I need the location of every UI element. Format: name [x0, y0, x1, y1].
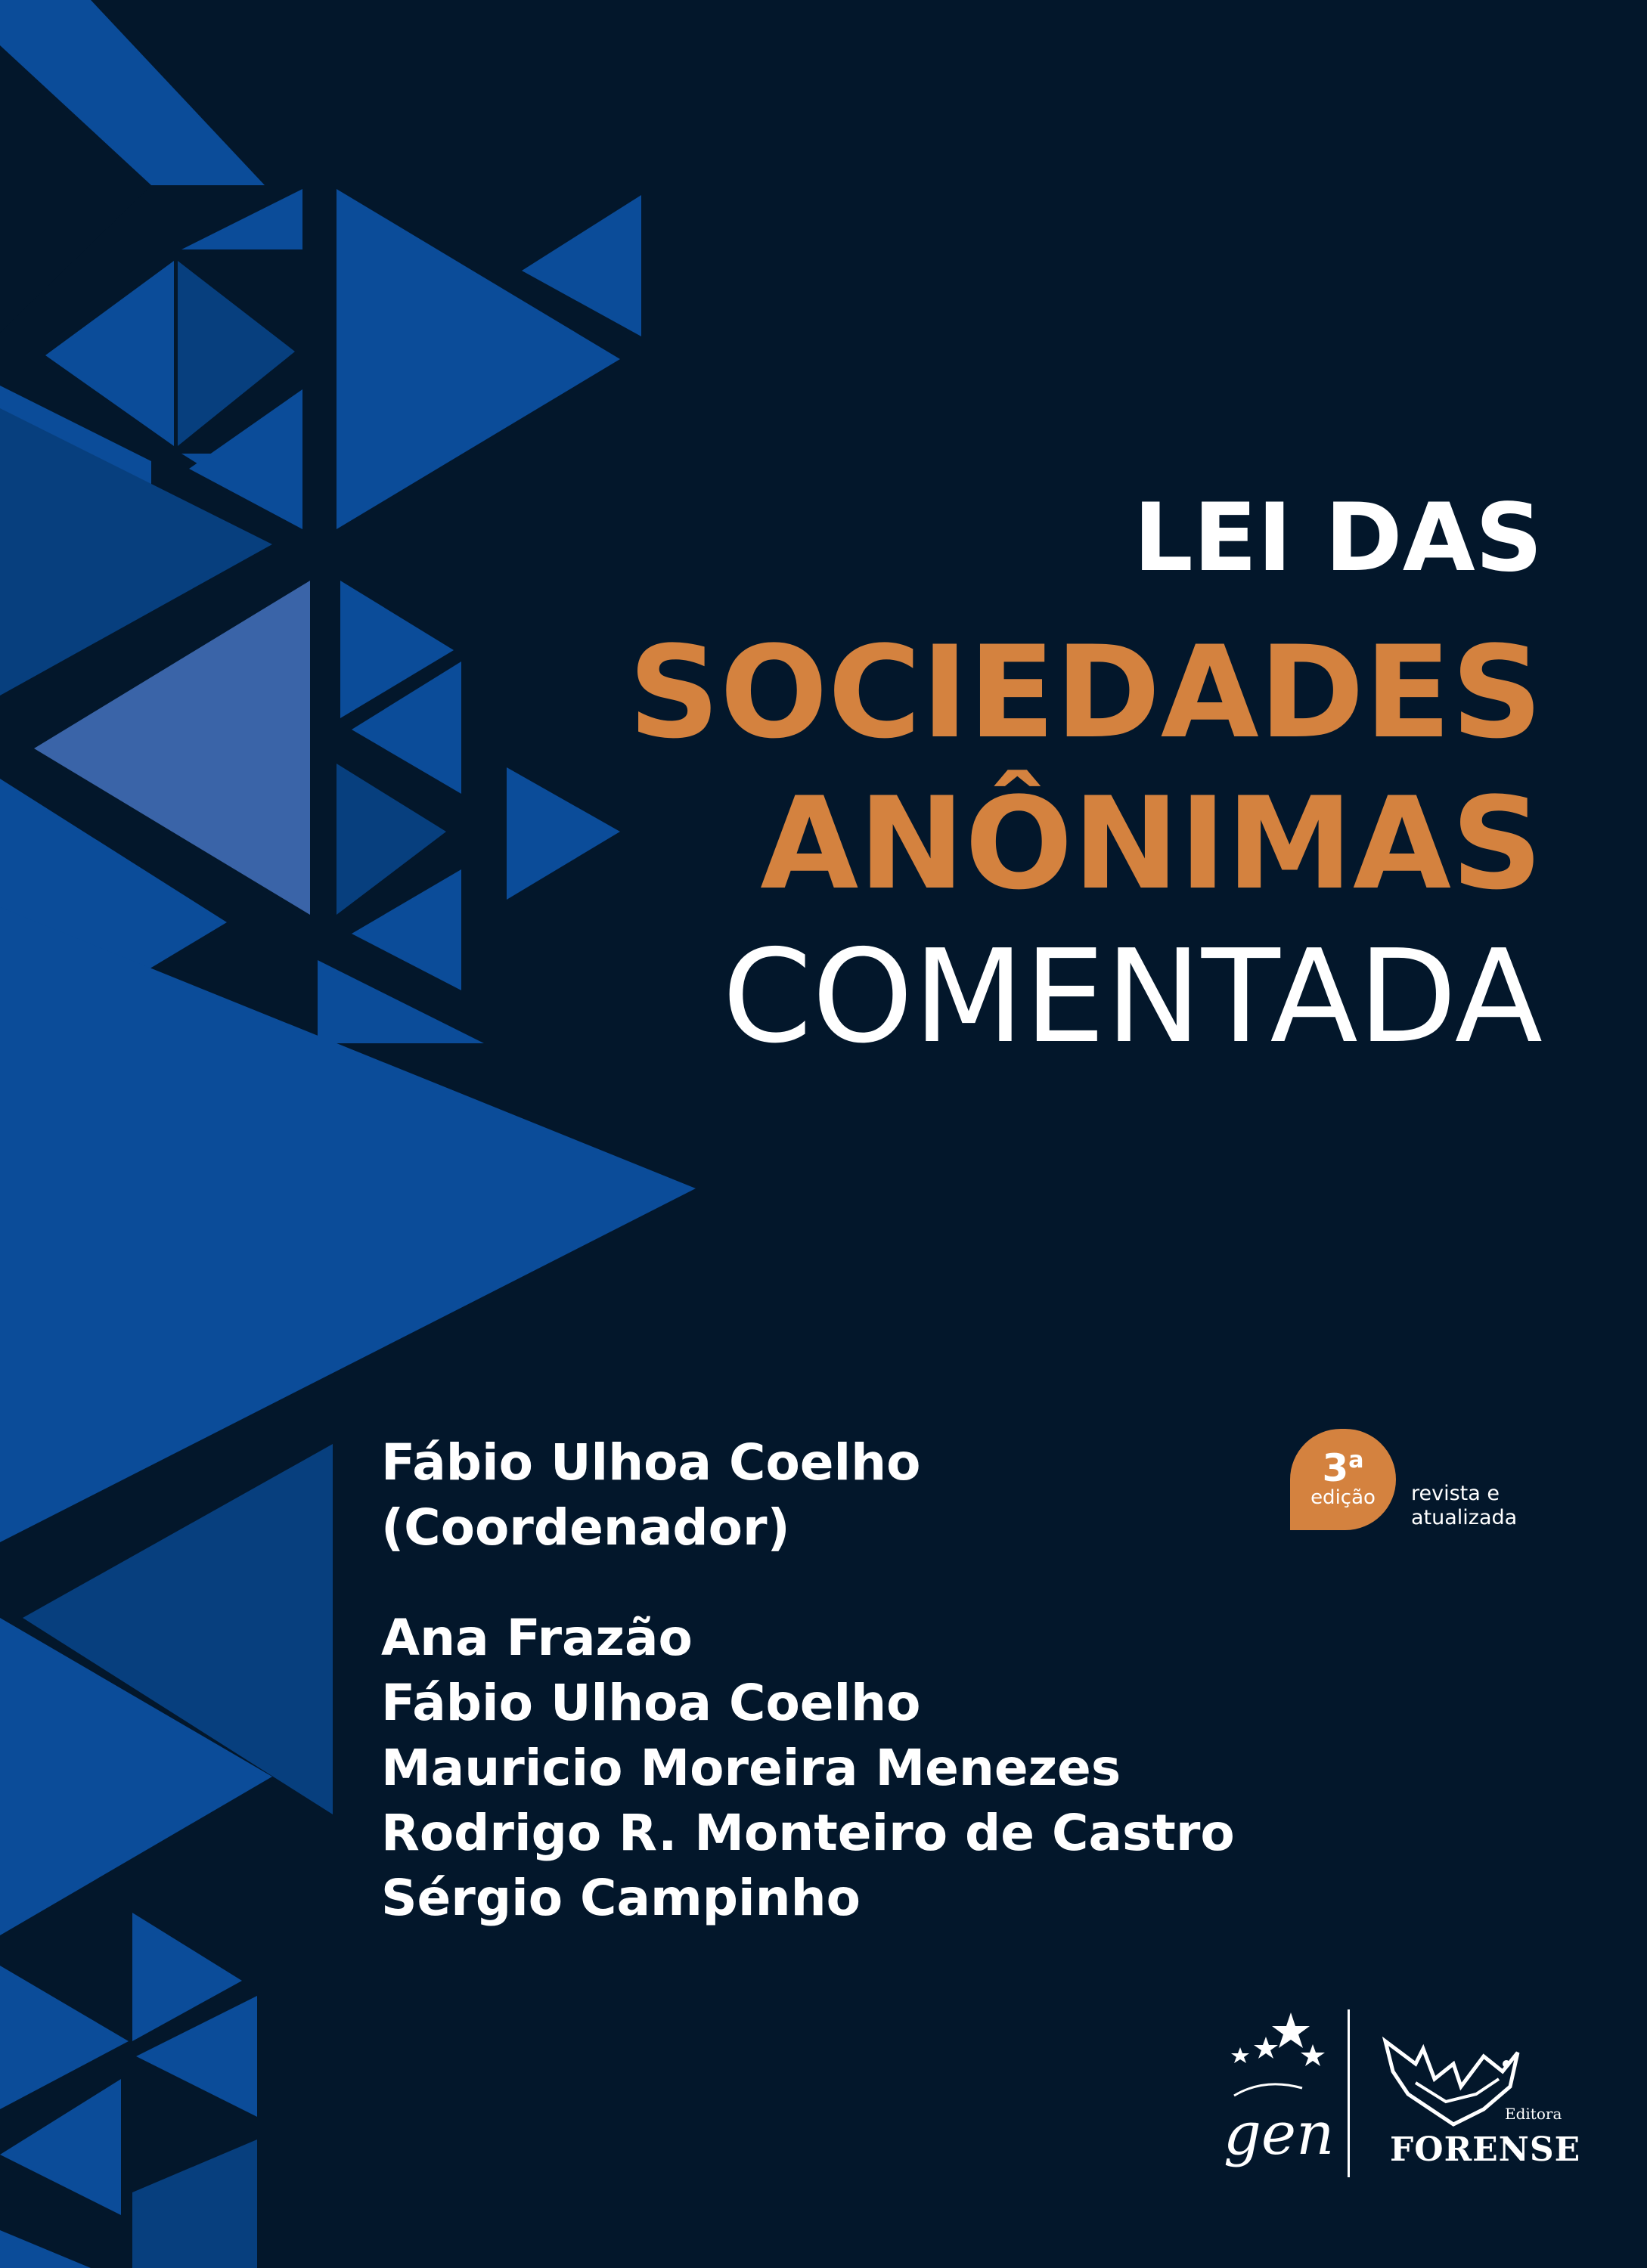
logo-divider — [1348, 2009, 1350, 2177]
author-name: Rodrigo R. Monteiro de Castro — [381, 1804, 1235, 1862]
author-name: Ana Frazão — [381, 1609, 693, 1667]
title-line-1: LEI DAS — [1133, 484, 1543, 593]
edition-note — [1411, 1482, 1517, 1530]
title-line-4: COMENTADA — [722, 922, 1543, 1072]
author-list — [381, 1606, 1235, 1931]
triangle-shape — [507, 767, 620, 900]
forense-logo-text: FORENSE — [1390, 2130, 1581, 2169]
edition-badge — [1290, 1429, 1396, 1530]
author-name: Sérgio Campinho — [381, 1869, 861, 1927]
title-line-2: SOCIEDADES — [628, 618, 1543, 767]
author-name: Fábio Ulhoa Coelho — [381, 1674, 921, 1732]
gen-logo-text: gen — [1224, 2100, 1335, 2168]
edition-note-line: atualizada — [1411, 1506, 1518, 1529]
triangle-shape — [132, 2139, 257, 2268]
edition-number: 3$^a$ — [1322, 1446, 1364, 1490]
title-line-3: ANÔNIMAS — [760, 770, 1543, 918]
editora-label: Editora — [1505, 2105, 1562, 2123]
coordinator-role: (Coordenador) — [381, 1498, 790, 1557]
coordinator-block — [381, 1430, 921, 1560]
edition-note-line: revista e — [1411, 1482, 1500, 1505]
coordinator-name: Fábio Ulhoa Coelho — [381, 1433, 921, 1492]
author-name: Mauricio Moreira Menezes — [381, 1739, 1121, 1797]
triangle-shape — [181, 189, 302, 249]
edition-label: edição — [1310, 1486, 1376, 1509]
triangle-shape — [0, 2230, 91, 2268]
